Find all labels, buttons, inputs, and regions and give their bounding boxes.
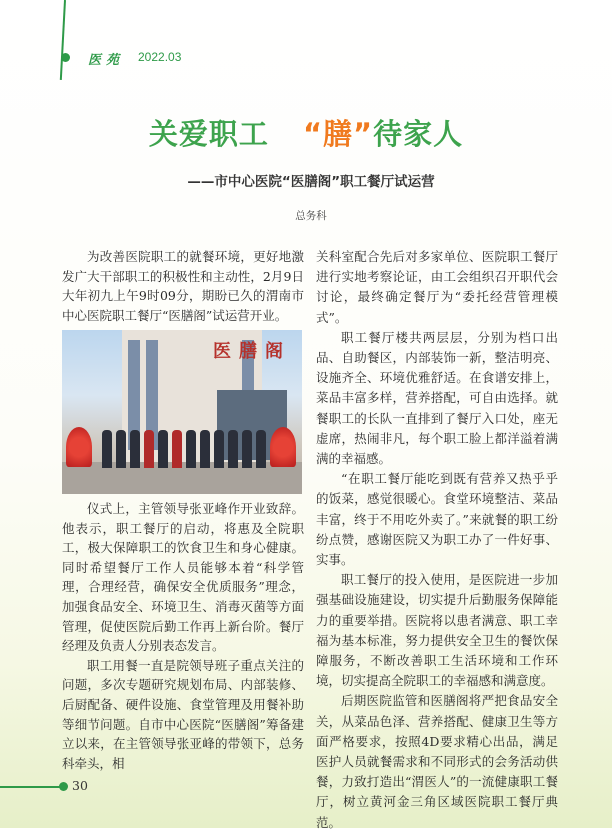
person: [130, 430, 140, 468]
paragraph: 为改善医院职工的就餐环境，更好地激发广大干部职工的积极性和主动性，2月9日大年初九上午9时09分，期盼已久的渭南市中心医院职工餐厅“医膳阁”试运营开业。: [62, 249, 304, 323]
flower-basket: [270, 427, 296, 467]
magazine-name: 医苑: [88, 53, 125, 68]
footer-dot: [59, 782, 68, 791]
header-dot: [61, 53, 70, 62]
article-photo: [62, 330, 302, 494]
person: [256, 430, 266, 468]
person: [186, 430, 196, 468]
article-subtitle: ——市中心医院“医膳阁”职工餐厅试运营: [187, 174, 435, 190]
person: [116, 430, 126, 468]
right-column: [316, 247, 558, 833]
title-part2: 待家人: [373, 117, 464, 151]
issue-date: 2022.03: [138, 50, 182, 64]
title-highlight: “膳”: [302, 117, 374, 151]
person: [158, 430, 168, 468]
building-sign: 医膳阁: [213, 341, 291, 362]
article-author: 总务科: [295, 210, 327, 222]
left-column-top: [62, 247, 304, 325]
header-decoration-line: [60, 0, 66, 80]
paragraph: “在职工餐厅能吃到既有营养又热乎乎的饭菜，感觉很暖心。食堂环境整洁、菜品丰富，终于不用吃外卖了。”来就餐的职工纷纷点赞，感谢医院又为职工办了一件好事、实事。: [316, 471, 558, 568]
title-part1: 关爱职工: [148, 117, 269, 151]
ground: [62, 462, 302, 494]
person: [228, 430, 238, 468]
footer-line: [0, 786, 64, 788]
person: [144, 430, 154, 468]
left-column-bottom: [62, 499, 304, 773]
paragraph: 职工餐厅的投入使用，是医院进一步加强基础设施建设，切实提升后勤服务保障能力的重要举措。医院将以患者满意、职工幸福为基本标准，努力提供安全卫生的餐饮保障服务，不断改善职工生活环境和工作环境，切实提高全院职工的幸福感和满意度。: [316, 572, 558, 689]
flower-basket: [66, 427, 92, 467]
person: [102, 430, 112, 468]
paragraph: 职工用餐一直是院领导班子重点关注的问题，多次专题研究规划布局、内部装修、后厨配备、硬件设施、食堂管理及用餐补助等细节问题。自市中心医院“医膳阁”筹备建立以来，在主管领导张亚峰的带领下，总务科牵头，相: [62, 657, 304, 771]
paragraph: 后期医院监管和医膳阁将严把食品安全关，从菜品色泽、营养搭配、健康卫生等方面严格要求，按照4D要求精心出品，满足医护人员就餐需求和不同形式的会务活动供餐，力致打造出“渭医人”的一流健康职工餐厅，树立黄河金三角区域医院职工餐厅典范。: [316, 693, 558, 830]
person: [172, 430, 182, 468]
page-number: 30: [72, 778, 88, 793]
person: [242, 430, 252, 468]
person: [214, 430, 224, 468]
article-title: [0, 116, 612, 152]
paragraph: 仪式上，主管领导张亚峰作开业致辞。他表示，职工餐厅的启动，将惠及全院职工，极大保障职工的饮食卫生和身心健康。同时希望餐厅工作人员能够本着“科学管理，合理经营，确保安全优质服务”理念，加强食品安全、环境卫生、消毒灭菌等方面管理，促使医院后勤工作再上新台阶。餐厅经理及负责人分别表态发言。: [62, 501, 304, 654]
paragraph: 职工餐厅楼共两层层，分别为档口出品、自助餐区，内部装饰一新，整洁明亮、设施齐全、环境优雅舒适。在食谱安排上，菜品丰富多样，营养搭配，可自由选择。就餐职工的长队一直排到了餐厅入口处，座无虚席，热闹非凡，每个职工脸上都洋溢着满满的幸福感。: [316, 329, 558, 467]
person: [200, 430, 210, 468]
paragraph: 关科室配合先后对多家单位、医院职工餐厅进行实地考察论证，由工会组织召开职代会讨论，最终确定餐厅为“委托经营管理模式”。: [316, 249, 558, 325]
